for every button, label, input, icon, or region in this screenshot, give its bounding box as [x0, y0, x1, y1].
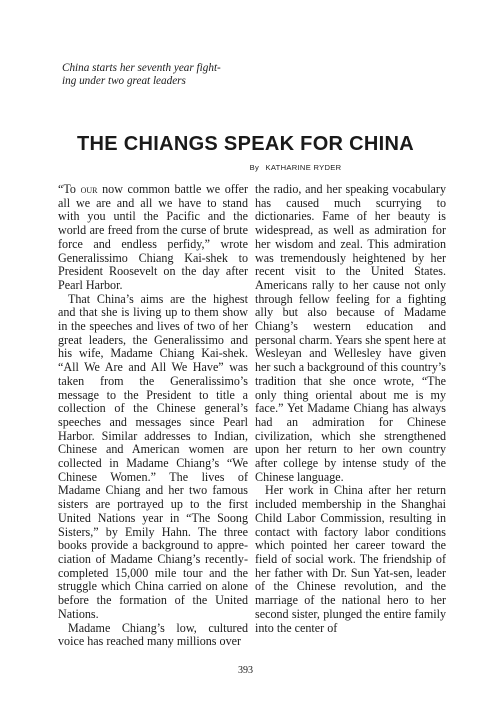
- paragraph-3-continued: the radio, and her speaking vocabulary has caused much scurrying to dictionaries. Fame of her beauty is widespread, as well as admiration for her wisdom and zeal. This admiration was tremendously heightened by her recent visit to the United States. Americans rally to her cause not only through fellow feeling for a fighting ally but also because of Madame Chiang’s western education and personal charm. Years she spent here at Wesleyan and Wellesley have given her such a background of this country’s tradition that she once wrote, “The only thing oriental about me is my face.” Yet Madame Chiang has always had an admiration for Chinese civilization, which she strengthened upon her return to her own country after college by intense study of the Chinese language.: [255, 183, 446, 484]
- byline-by: By: [249, 163, 260, 172]
- article-title: THE CHIANGS SPEAK FOR CHINA: [76, 133, 414, 155]
- paragraph-1-smallcaps: our: [80, 183, 98, 196]
- paragraph-3: Madame Chiang’s low, cultured voice has reached many millions over: [58, 620, 248, 649]
- byline: [0, 163, 491, 172]
- paragraph-1-text: now common battle we offer all we are and all we have to stand with you until the Pacific and the world are freed from the curse of brute force and endless perfidy,” wrote Generalissimo Chiang Kai-shek to President Roosevelt on the day after Pearl Harbor.: [58, 183, 248, 292]
- paragraph-4: Her work in China after her return included membership in the Shanghai Child Labor Commission, resulting in contact with factory labor conditions which pointed her career toward the field of social work. The friendship of her father with Dr. Sun Yat-sen, leader of the Chinese revolution, and the marriage of the national hero to her second sister, plunged the entire family into the center of: [255, 483, 446, 635]
- article-column-right: [255, 183, 446, 651]
- kicker: China starts her seventh year fight-ing under two great leaders: [62, 62, 221, 87]
- paragraph-2: That China’s aims are the highest and that she is living up to them show in the speeches and lives of two of her great leaders, the Generalissimo and his wife, Madame Chiang Kai-shek. “All We Are and All We Have” was taken from the Generalissimo’s message to the President to title a collection of the Chinese general’s speeches and messages since Pearl Harbor. Similar addresses to Indian, Chinese and American women are collected in Madame Chiang’s “We Chinese Women.” The lives of Madame Chiang and her two famous sisters are portrayed up to the first United Nations year in “The Soong Sisters,” by Emily Hahn. The three books provide a background to appreciation of Madame Chiang’s recently-completed 15,000 mile tour and the struggle which China carried on alone before the formation of the United Nations.: [58, 291, 248, 621]
- page-number: 393: [238, 665, 253, 676]
- paragraph-1: [58, 183, 248, 293]
- article-column-left: [58, 183, 248, 651]
- paragraph-1-opening: “To: [58, 183, 81, 196]
- byline-author: KATHARINE RYDER: [265, 163, 342, 172]
